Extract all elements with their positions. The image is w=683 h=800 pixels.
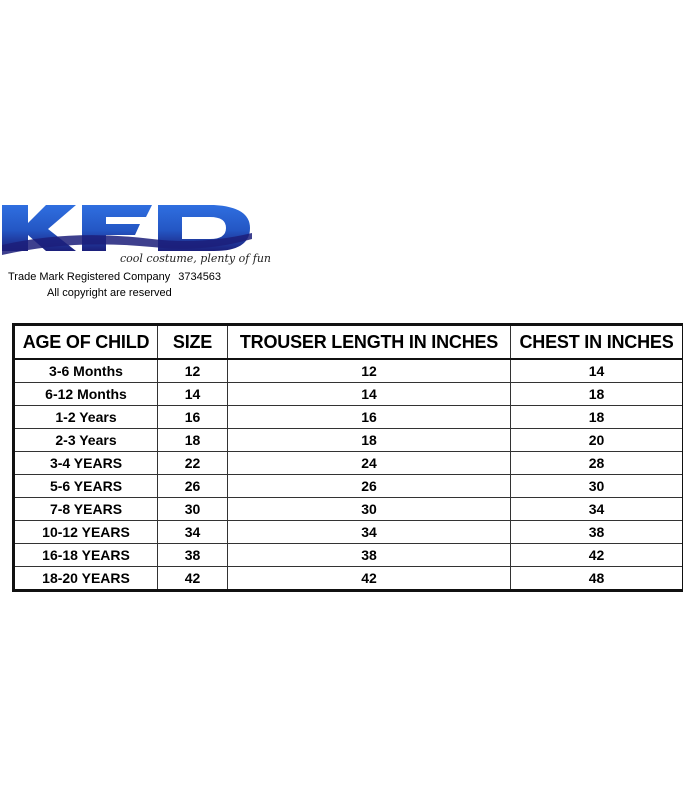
cell-size: 30 xyxy=(158,498,228,521)
table-row xyxy=(14,521,683,544)
cell-trouser-length: 26 xyxy=(228,475,511,498)
cell-size: 42 xyxy=(158,567,228,591)
trademark-line xyxy=(8,271,221,283)
copyright-text: All copyright are reserved xyxy=(47,287,172,299)
cell-chest: 38 xyxy=(511,521,683,544)
cell-size: 26 xyxy=(158,475,228,498)
cell-trouser-length: 42 xyxy=(228,567,511,591)
table-row xyxy=(14,359,683,383)
cell-size: 38 xyxy=(158,544,228,567)
table-row xyxy=(14,544,683,567)
cell-age: 3-4 YEARS xyxy=(14,452,158,475)
table-row xyxy=(14,383,683,406)
cell-chest: 34 xyxy=(511,498,683,521)
cell-trouser-length: 24 xyxy=(228,452,511,475)
table-row xyxy=(14,567,683,591)
table-row xyxy=(14,429,683,452)
brand-tagline: cool costume, plenty of fun xyxy=(120,252,272,265)
cell-trouser-length: 30 xyxy=(228,498,511,521)
cell-chest: 28 xyxy=(511,452,683,475)
cell-chest: 20 xyxy=(511,429,683,452)
cell-size: 18 xyxy=(158,429,228,452)
cell-age: 16-18 YEARS xyxy=(14,544,158,567)
cell-age: 2-3 Years xyxy=(14,429,158,452)
cell-trouser-length: 16 xyxy=(228,406,511,429)
cell-trouser-length: 38 xyxy=(228,544,511,567)
cell-size: 22 xyxy=(158,452,228,475)
table-header-row xyxy=(14,325,683,360)
size-chart-table xyxy=(12,323,683,592)
header-trouser-length: TROUSER LENGTH IN INCHES xyxy=(228,325,511,360)
cell-trouser-length: 34 xyxy=(228,521,511,544)
cell-size: 34 xyxy=(158,521,228,544)
cell-chest: 48 xyxy=(511,567,683,591)
cell-age: 7-8 YEARS xyxy=(14,498,158,521)
table-row xyxy=(14,452,683,475)
cell-age: 10-12 YEARS xyxy=(14,521,158,544)
cell-trouser-length: 14 xyxy=(228,383,511,406)
cell-chest: 18 xyxy=(511,406,683,429)
cell-size: 12 xyxy=(158,359,228,383)
header-age-of-child: AGE OF CHILD xyxy=(14,325,158,360)
table-row xyxy=(14,406,683,429)
trademark-text: Trade Mark Registered Company xyxy=(8,271,171,283)
header-chest: CHEST IN INCHES xyxy=(511,325,683,360)
cell-age: 3-6 Months xyxy=(14,359,158,383)
cell-size: 16 xyxy=(158,406,228,429)
kfd-logo xyxy=(2,199,252,257)
cell-chest: 14 xyxy=(511,359,683,383)
cell-age: 5-6 YEARS xyxy=(14,475,158,498)
header-size: SIZE xyxy=(158,325,228,360)
cell-chest: 18 xyxy=(511,383,683,406)
cell-trouser-length: 12 xyxy=(228,359,511,383)
cell-age: 18-20 YEARS xyxy=(14,567,158,591)
cell-age: 6-12 Months xyxy=(14,383,158,406)
table-row xyxy=(14,498,683,521)
cell-size: 14 xyxy=(158,383,228,406)
brand-block xyxy=(0,195,340,305)
registration-number: 3734563 xyxy=(178,271,222,283)
cell-chest: 30 xyxy=(511,475,683,498)
cell-chest: 42 xyxy=(511,544,683,567)
cell-trouser-length: 18 xyxy=(228,429,511,452)
cell-age: 1-2 Years xyxy=(14,406,158,429)
table-row xyxy=(14,475,683,498)
